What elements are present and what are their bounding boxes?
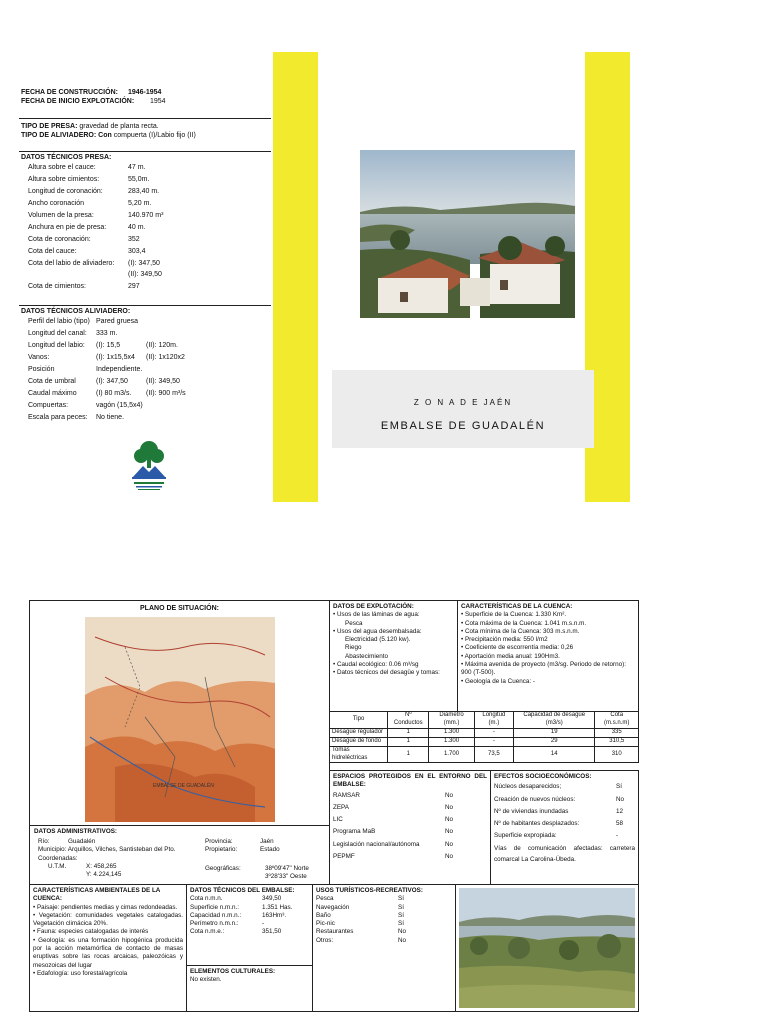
divider (19, 305, 271, 306)
row-value: Sí (616, 783, 622, 791)
aliviadero-row (28, 340, 271, 352)
presa-row-key: Anchura en pie de presa: (28, 223, 107, 231)
row-key: LIC (333, 816, 343, 824)
map-reservoir-label: EMBALSE DE GUADALÉN (153, 783, 214, 789)
cuenca-box (457, 600, 639, 712)
row-value: Sí (398, 911, 404, 919)
explot-line: Pesca (345, 619, 363, 627)
aliviadero-row-key: Perfil del labio (tipo) (28, 318, 90, 326)
ambiental-box (29, 884, 187, 1012)
row-key: Legislación nacional/autónoma (333, 840, 420, 848)
aliviadero-row-value1: 333 m. (96, 330, 118, 338)
row-value: 12 (616, 807, 624, 815)
tipo-block (21, 122, 271, 141)
aliviadero-row-key: Posición (28, 366, 55, 373)
row-value: Sí (398, 920, 404, 928)
usos-rows (316, 895, 452, 945)
datos-aliviadero-block (21, 307, 271, 423)
desague-header-cell: Diámetro (mm.) (429, 712, 474, 729)
desague-cell: 310 (595, 746, 639, 763)
presa-title: DATOS TÉCNICOS PRESA: (21, 154, 112, 161)
row-key: Cota n.m.n. (190, 895, 223, 903)
desague-cell: 1.700 (429, 746, 474, 763)
aliviadero-row-value1: (I) 80 m3/s. (96, 389, 132, 397)
row-value: 163Hm³. (262, 911, 287, 919)
socio-rows (494, 781, 635, 842)
explot-lines (333, 611, 454, 677)
embalse-row (190, 904, 309, 912)
usos-row (316, 928, 452, 936)
amb-line: • Fauna: especies catalogadas de interés (33, 928, 183, 936)
row-value: No (398, 936, 407, 944)
usos-row (316, 912, 452, 920)
embalse-row (190, 928, 309, 936)
datos-presa-block (21, 153, 271, 293)
presa-row-key: Altura sobre el cauce: (28, 164, 96, 172)
fecha-construccion-value: 1946-1954 (127, 89, 162, 96)
zona-label: Z O N A D E JAÉN (413, 398, 513, 407)
presa-row-key: Cota del labio de aliviadero: (28, 259, 115, 267)
desague-header-cell: Capacidad de desagüe (m3/s) (514, 712, 595, 729)
presa-row-value: (I): 347,50 (128, 259, 160, 267)
admin-utm-x: X: 458,265 (86, 862, 117, 870)
tipo-aliviadero-label: TIPO DE ALIVIADERO: (21, 132, 97, 140)
row-key: Nº de habitantes desplazados: (494, 820, 580, 828)
usos-row (316, 895, 452, 903)
presa-row (28, 210, 271, 222)
plano-title: PLANO DE SITUACIÓN: (140, 605, 219, 612)
aliviadero-row-key: Longitud del canal: (28, 330, 87, 338)
usos-row (316, 904, 452, 912)
cuenca-line: • Geología de la Cuenca: - (461, 678, 635, 686)
row-key: Baño (316, 911, 331, 919)
fecha-explotacion-label: FECHA DE INICIO EXPLOTACIÓN: (21, 98, 135, 106)
cuenca-title: CARACTERÍSTICAS DE LA CUENCA: (461, 603, 573, 610)
row-key: Cota n.m.e.: (190, 928, 225, 936)
admin-provincia-value: Jaén (260, 838, 274, 845)
row-value: 351,50 (262, 928, 282, 936)
espacios-row (333, 826, 487, 838)
presa-row (28, 269, 271, 281)
row-key: Núcleos desaparecidos; (494, 783, 562, 791)
embalse-row (190, 895, 309, 903)
desague-cell: 1.300 (429, 728, 474, 737)
admin-geo-label: Geográficas: (205, 864, 241, 872)
explot-line: • Usos de las láminas de agua: (333, 611, 454, 619)
presa-row-value: 140.970 m³ (128, 212, 164, 219)
divider (19, 118, 271, 119)
espacios-rows (333, 790, 487, 864)
desague-cell: 1 (388, 746, 429, 763)
aliviadero-row (28, 412, 271, 424)
presa-row-value: 5,20 m. (128, 200, 152, 208)
presa-row-key: Ancho coronación (28, 200, 85, 208)
socio-row (494, 794, 635, 806)
socio-row (494, 818, 635, 830)
tipo-aliviadero-value: compuerta (I)/Labio fijo (II) (113, 132, 196, 140)
espacios-row (333, 814, 487, 826)
socio-row (494, 781, 635, 793)
desague-cell: 1 (388, 728, 429, 737)
yellow-band-left (273, 52, 318, 502)
admin-utm-y: Y: 4.224,145 (86, 871, 122, 879)
desague-cell: 19 (514, 728, 595, 737)
presa-row (28, 162, 271, 174)
aliviadero-row (28, 400, 271, 412)
presa-row (28, 281, 271, 293)
plano-box (29, 600, 330, 826)
row-value: - (262, 920, 265, 928)
presa-row-key: Cota del cauce: (28, 247, 77, 255)
desague-row (330, 746, 639, 763)
desague-cell: 1.300 (429, 737, 474, 746)
row-key: RAMSAR (333, 791, 360, 799)
aliviadero-row-key: Longitud del labio: (28, 342, 85, 350)
cuenca-lines (461, 611, 635, 686)
presa-row (28, 186, 271, 198)
socio-vias: Vías de comunicación afectadas: carretera comarcal La Carolina-Úbeda. (494, 844, 635, 863)
explot-line: • Caudal ecológico: 0.06 m³/sg (333, 661, 454, 669)
row-value: Sí (398, 903, 404, 911)
presa-row-value: 47 m. (128, 164, 146, 172)
presa-row (28, 198, 271, 210)
admin-title: DATOS ADMINISTRATIVOS: (34, 828, 118, 835)
aliviadero-row-value1: (I): 15,5 (96, 342, 121, 350)
desague-cell: 73,5 (474, 746, 513, 763)
espacios-box (329, 770, 491, 885)
aliviadero-row-value1: (I): 347,50 (96, 377, 128, 385)
tipo-presa-label: TIPO DE PRESA: (21, 123, 78, 130)
presa-row-value: 303,4 (128, 247, 146, 255)
admin-geo-o: 3º28'33" Oeste (265, 872, 307, 880)
admin-coord-label: Coordenadas: (38, 854, 78, 862)
amb-lines (33, 904, 183, 979)
usos-title: USOS TURÍSTICOS-RECREATIVOS: (316, 887, 423, 894)
row-key: Capacidad n.m.n.: (190, 911, 242, 919)
fecha-explotacion-value: 1954 (149, 98, 166, 106)
desague-header-cell: Tipo (330, 712, 388, 729)
presa-row (28, 222, 271, 234)
row-key: Pesca (316, 895, 334, 903)
divider (19, 151, 271, 152)
aliviadero-row-key: Caudal máximo (28, 389, 77, 397)
espacios-title: ESPACIOS PROTEGIDOS EN EL ENTORNO DEL EMBALSE: (333, 773, 487, 789)
usos-box (312, 884, 456, 1012)
presa-row-key: Cota de coronación: (28, 235, 91, 243)
aliviadero-row-key: Vanos: (28, 354, 50, 362)
desague-header-cell: Longitud (m.) (474, 712, 513, 729)
espacios-row (333, 802, 487, 814)
desague-row (330, 728, 639, 737)
row-key: Navegación (316, 903, 350, 911)
row-value: No (616, 795, 625, 803)
fecha-construccion-label: FECHA DE CONSTRUCCIÓN: (21, 89, 118, 96)
usos-row (316, 920, 452, 928)
row-value: No (445, 828, 454, 836)
cuenca-line: • Coeficiente de escorrentía media: 0,26 (461, 644, 635, 652)
presa-row-key: Cota de cimientos: (28, 283, 86, 291)
row-value: 349,50 (262, 895, 282, 903)
explot-line: Riego (345, 644, 362, 652)
cuenca-line: • Cota mínima de la Cuenca: 303 m.s.n.m. (461, 628, 635, 636)
embalse-rows (190, 895, 309, 936)
row-value: No (445, 852, 454, 860)
desague-header-row (330, 712, 639, 729)
cultural-value: No existen. (190, 976, 222, 984)
row-key: Restaurantes (316, 928, 354, 936)
presa-row (28, 258, 271, 270)
desague-table (329, 711, 639, 763)
amb-line: • Geología: es una formación hipogénica producida por la acción metamórfica de contacto de masas eruptivas sobre las rocas arcaicas, paleozóicas y mesozoicas del lugar (33, 937, 183, 970)
desague-cell: 29 (514, 737, 595, 746)
presa-rows (21, 162, 271, 293)
explotacion-box (329, 600, 458, 712)
admin-geo-n: 38º09'47" Norte (265, 864, 309, 872)
explot-title: DATOS DE EXPLOTACIÓN: (333, 603, 414, 610)
confederacion-tree-logo (126, 438, 172, 494)
aliviadero-row (28, 328, 271, 340)
aliviadero-row (28, 388, 271, 400)
row-value: Sí (398, 895, 404, 903)
row-value: No (398, 928, 407, 936)
presa-row-value: 283,40 m. (128, 188, 160, 196)
row-value: 1.351 Has. (262, 903, 293, 911)
cuenca-line: • Superficie de la Cuenca: 1.330 Km². (461, 611, 635, 619)
cuenca-line: • Cota máxima de la Cuenca: 1.041 m.s.n.m. (461, 620, 635, 628)
aliviadero-row (28, 376, 271, 388)
aliviadero-row (28, 316, 271, 328)
presa-row-value: 40 m. (128, 223, 146, 231)
aliviadero-row-key: Compuertas: (28, 401, 69, 409)
fechas-block (21, 88, 271, 107)
presa-row-value: 352 (128, 235, 140, 243)
desague-cell: Desagüe regulador (330, 728, 388, 737)
row-key: Pic-nic (316, 920, 335, 928)
photo-box (455, 884, 639, 1012)
admin-rio-label: Río: (38, 838, 50, 845)
socio-row (494, 830, 635, 842)
presa-row-key: Volumen de la presa: (28, 212, 94, 219)
row-key: Superficie n.m.n.: (190, 903, 239, 911)
location-map (85, 617, 275, 822)
socio-box (490, 770, 639, 885)
desague-cell: Desagüe de fondo (330, 737, 388, 746)
aliviadero-row-value2: (II): 120m. (146, 342, 178, 350)
explot-line: Abastecimiento (345, 652, 389, 660)
cultural-title: ELEMENTOS CULTURALES: (190, 968, 276, 975)
reservoir-photo (459, 888, 635, 1008)
presa-row-value: 55,0m. (128, 176, 150, 184)
presa-row (28, 174, 271, 186)
desague-cell: 1 (388, 737, 429, 746)
aliviadero-row-value2: (II): 349,50 (146, 377, 180, 385)
amb-line: • Vegetación: comunidades vegetales catalogadas. Vegetación climácica 20%. (33, 912, 183, 929)
aliviadero-row-value2: (II): 900 m³/s (146, 389, 186, 397)
row-value: No (445, 803, 454, 811)
embalse-box (186, 884, 313, 966)
aliviadero-row-value1: Independiente. (96, 366, 143, 373)
cuenca-line: • Máxima avenida de proyecto (m3/sg. Periodo de retorno): 900 (T-500). (461, 661, 635, 678)
desague-cell: 14 (514, 746, 595, 763)
socio-row (494, 806, 635, 818)
cultural-box (186, 965, 313, 1012)
desague-cell: 310,5 (595, 737, 639, 746)
title-panel (332, 370, 594, 448)
presa-row-value: 297 (128, 283, 140, 291)
aliviadero-row-key: Escala para peces: (28, 413, 88, 421)
admin-propietario-label: Propietario: (205, 846, 238, 854)
tipo-aliviadero-con: Con (98, 132, 112, 140)
admin-propietario-value: Estado (260, 846, 280, 854)
amb-line: • Paisaje: pendientes medias y cimas redondeadas. (33, 904, 183, 912)
explot-line: • Usos del agua desembalsada: (333, 628, 454, 636)
embalse-row (190, 912, 309, 920)
row-key: Perímetro n.m.n.: (190, 920, 239, 928)
amb-title: CARACTERÍSTICAS AMBIENTALES DE LA CUENCA: (33, 887, 161, 903)
row-key: Otros: (316, 936, 334, 944)
desague-row (330, 737, 639, 746)
espacios-row (333, 839, 487, 851)
embalse-title: EMBALSE DE GUADALÉN (380, 420, 546, 432)
aliviadero-row-value2: (II): 1x120x2 (146, 354, 185, 362)
row-key: Programa MaB (333, 828, 376, 836)
admin-box (29, 825, 330, 885)
amb-line: • Edafología: uso forestal/agrícola (33, 970, 183, 978)
admin-rio-value: Guadalén (68, 838, 96, 845)
desague-cell: - (474, 728, 513, 737)
admin-municipio-label: Municipio: (38, 846, 67, 854)
row-key: PEPMF (333, 852, 355, 860)
admin-utm-label: U.T.M. (48, 862, 67, 870)
row-value: No (445, 840, 454, 848)
usos-row (316, 937, 452, 945)
aliviadero-rows (21, 316, 271, 423)
row-value: 58 (616, 820, 624, 828)
cuenca-line: • Aportación media anual: 190Hm3. (461, 653, 635, 661)
row-key: Superficie expropiada: (494, 832, 557, 840)
explot-line: Electricidad (5.120 kw). (345, 636, 411, 644)
row-value: - (616, 832, 619, 840)
aliviadero-row-key: Cota de umbral (28, 377, 76, 385)
row-value: No (445, 816, 454, 824)
aliviadero-row-value1: (I): 1x15,5x4 (96, 354, 135, 362)
embalse-title-box: DATOS TÉCNICOS DEL EMBALSE: (190, 887, 295, 894)
presa-row-value: (II): 349,50 (128, 271, 162, 279)
admin-municipio-value: Arquillos, Vilches, Santisteban del Pto. (67, 846, 176, 854)
desague-header-cell: Nº Conductos (388, 712, 429, 729)
presa-row (28, 246, 271, 258)
espacios-row (333, 851, 487, 863)
admin-provincia-label: Provincia: (205, 838, 233, 845)
row-value: No (445, 791, 454, 799)
explot-line: • Datos técnicos del desagüe y tomas: (333, 669, 454, 677)
aliviadero-row (28, 364, 271, 376)
aliviadero-title: DATOS TÉCNICOS ALIVIADERO: (21, 308, 131, 315)
socio-title: EFECTOS SOCIOECONÓMICOS: (494, 773, 592, 780)
aliviadero-row-value1: vagón (15,5x4) (96, 401, 143, 409)
desague-cell: - (474, 737, 513, 746)
aliviadero-row (28, 352, 271, 364)
presa-row-key (28, 269, 128, 281)
cover-photo (360, 150, 575, 318)
row-key: Creación de nuevos núcleos: (494, 795, 576, 803)
presa-row (28, 234, 271, 246)
embalse-row (190, 920, 309, 928)
aliviadero-row-value1: No tiene. (96, 413, 125, 421)
row-key: ZEPA (333, 803, 349, 811)
presa-row-key: Altura sobre cimientos: (28, 176, 100, 184)
espacios-row (333, 790, 487, 802)
tipo-presa-value: gravedad de planta recta. (79, 123, 159, 130)
row-key: Nº de viviendas inundadas (494, 807, 569, 815)
presa-row-key: Longitud de coronación: (28, 188, 103, 196)
aliviadero-row-value1: Pared gruesa (96, 318, 139, 326)
cuenca-line: • Precipitación media: 550 l/m2 (461, 636, 635, 644)
desague-cell: 335 (595, 728, 639, 737)
desague-header-cell: Cota (m.s.n.m) (595, 712, 639, 729)
desague-cell: Tomas hidreléctricas (330, 746, 388, 763)
